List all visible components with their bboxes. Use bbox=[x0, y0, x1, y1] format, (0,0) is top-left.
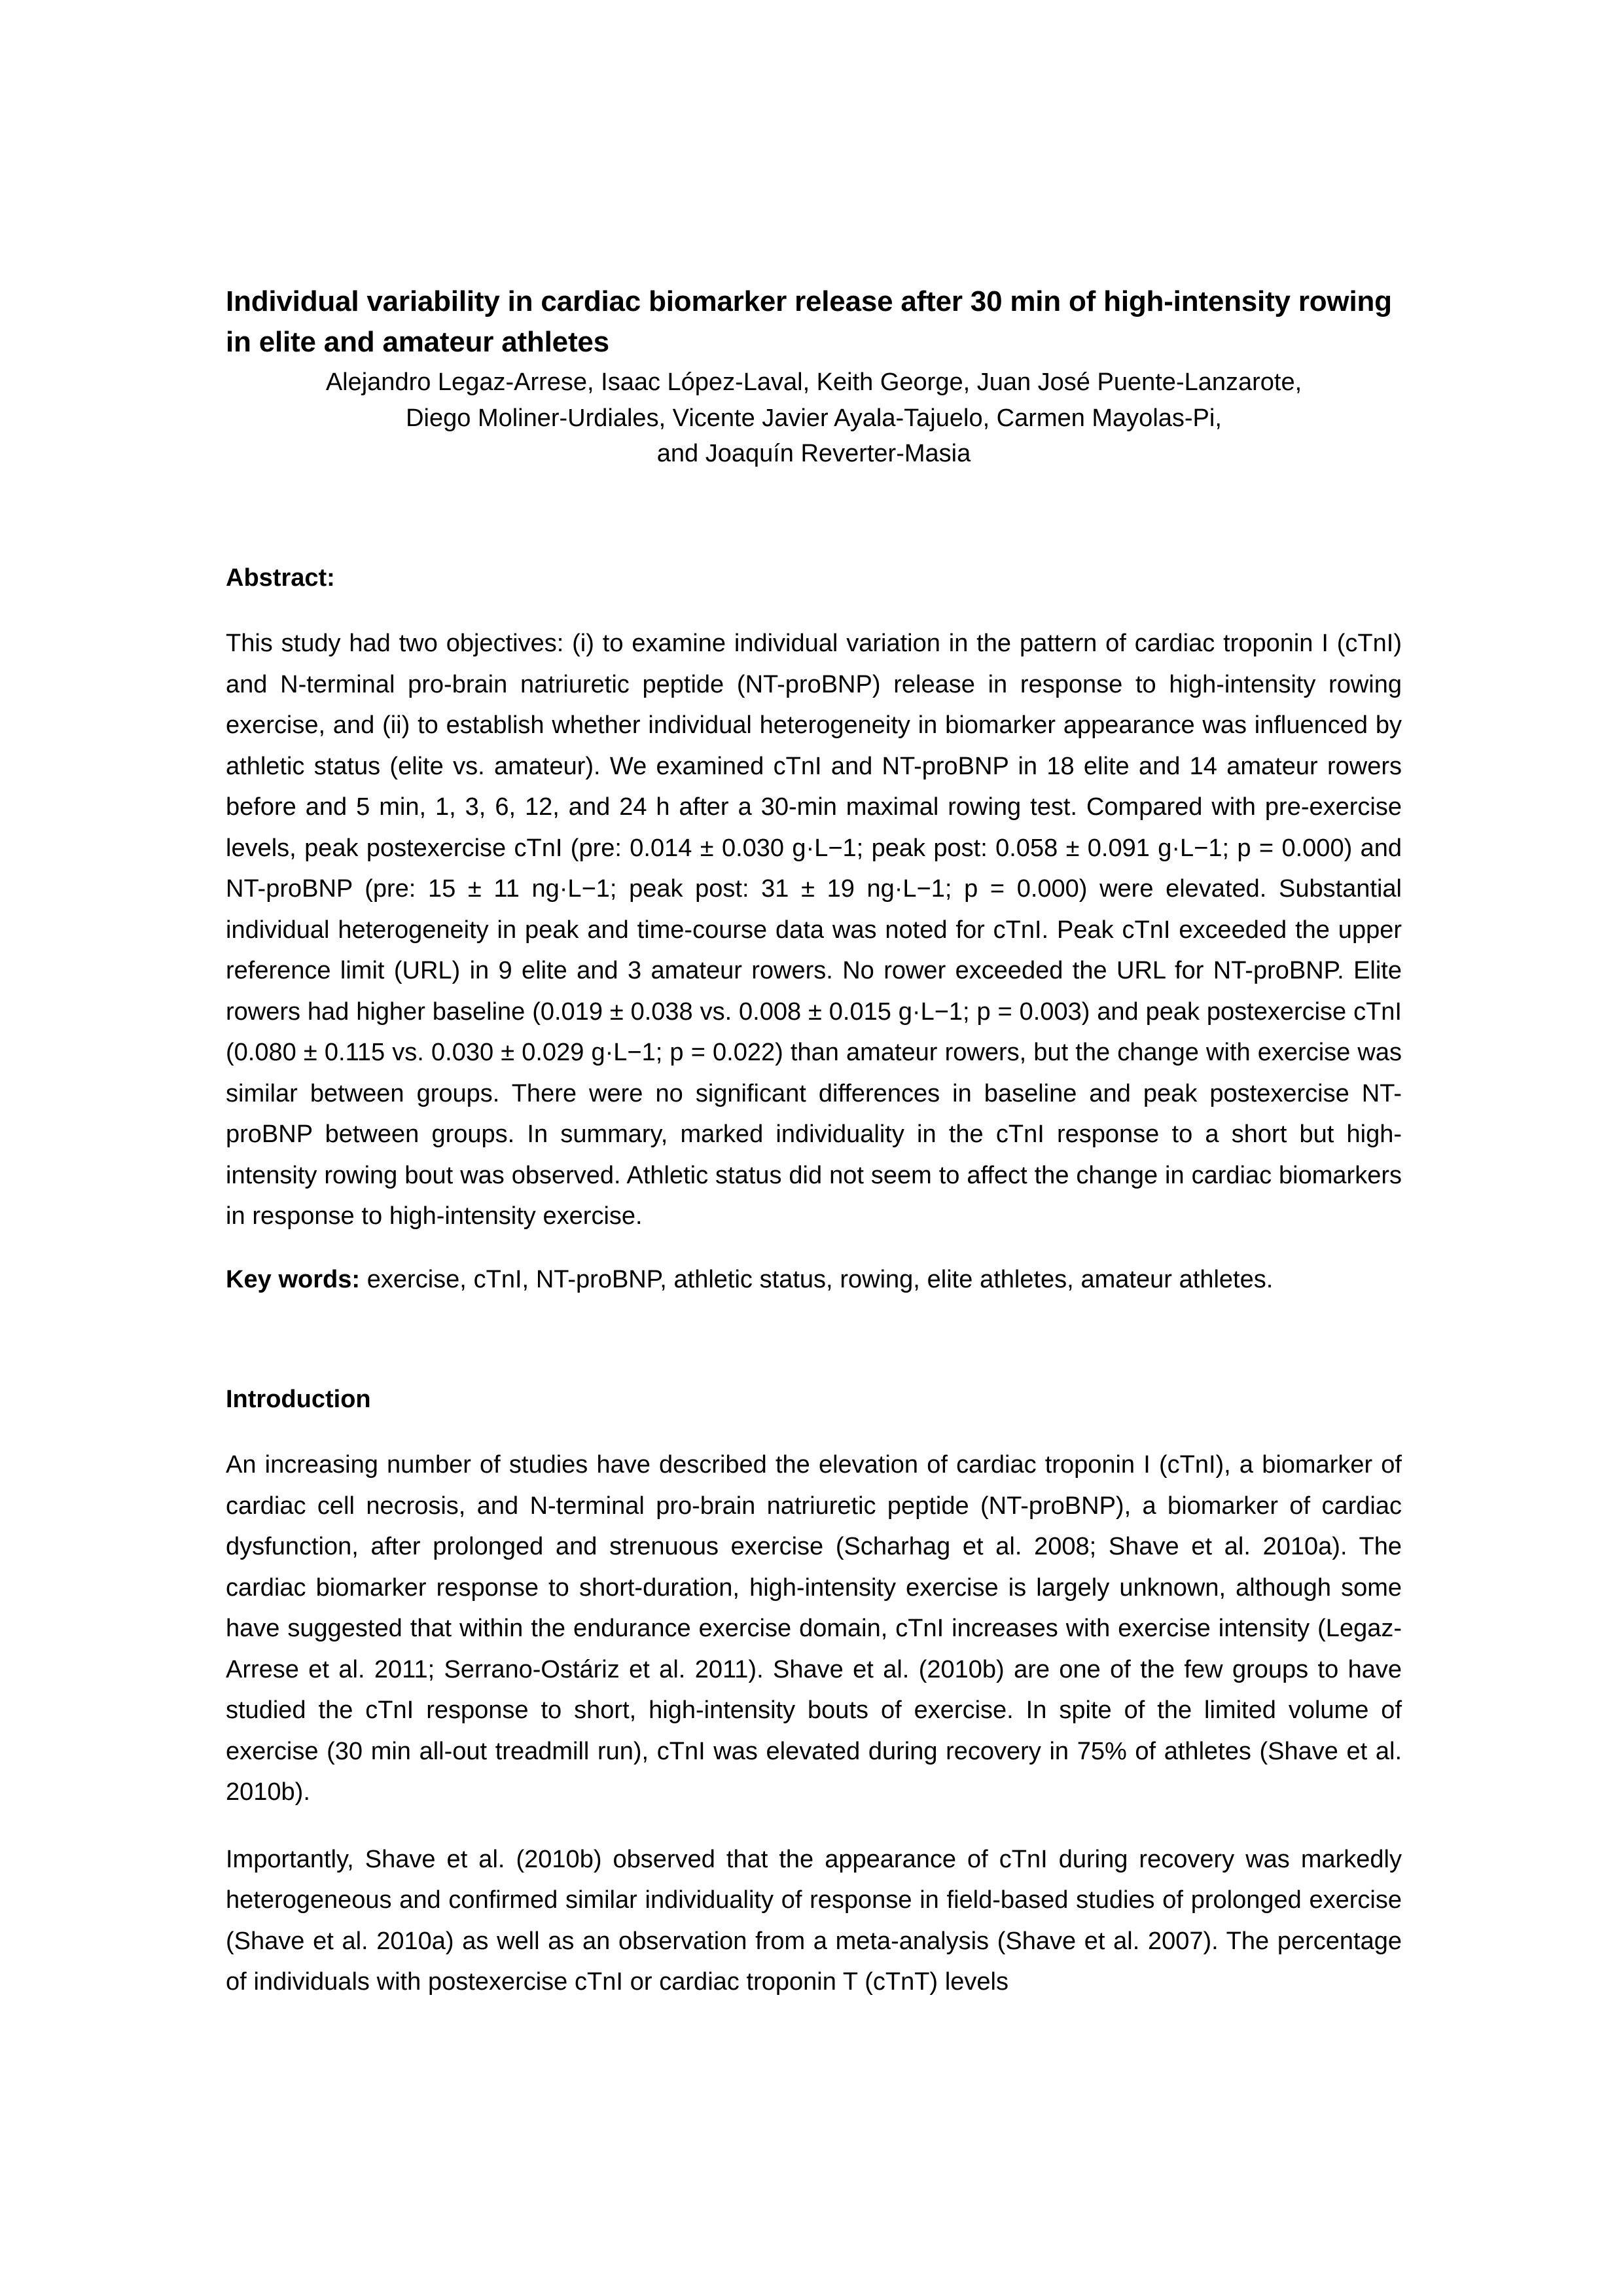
author-list bbox=[226, 365, 1402, 472]
page-title: Individual variability in cardiac biomarker release after 30 min of high-intensity rowing in elite and amateur athletes bbox=[226, 285, 1392, 359]
keywords-label: Key words: bbox=[226, 1265, 361, 1293]
keywords-text: exercise, cTnI, NT-proBNP, athletic status, rowing, elite athletes, amateur athletes. bbox=[360, 1265, 1274, 1293]
document-content bbox=[226, 281, 1402, 2003]
section-heading-introduction: Introduction bbox=[226, 1386, 371, 1414]
author-line: Alejandro Legaz-Arrese, Isaac López-Laval, Keith George, Juan José Puente-Lanzarote, bbox=[325, 368, 1302, 396]
introduction-paragraph-1: An increasing number of studies have described the elevation of cardiac troponin I (cTnI), a biomarker of cardiac cell necrosis, and N-terminal pro-brain natriuretic peptide (NT-proBNP), a biomarker of cardiac dysfunction, after prolonged and strenuous exercise (Scharhag et al. 2008; Shave et al. 2010a). The cardiac biomarker response to short-duration, high-intensity exercise is largely unknown, although some have suggested that within the endurance exercise domain, cTnI increases with exercise intensity (Legaz-Arrese et al. 2011; Serrano-Ostáriz et al. 2011). Shave et al. (2010b) are one of the few groups to have studied the cTnI response to short, high-intensity bouts of exercise. In spite of the limited volume of exercise (30 min all-out treadmill run), cTnI was elevated during recovery in 75% of athletes (Shave et al. 2010b). bbox=[226, 1451, 1402, 1806]
abstract-label: Abstract: bbox=[226, 564, 335, 592]
author-line: and Joaquín Reverter-Masia bbox=[656, 440, 971, 468]
keywords-line bbox=[226, 1237, 1402, 1300]
abstract-text: This study had two objectives: (i) to examine individual variation in the pattern of cardiac troponin I (cTnI) and N-terminal pro-brain natriuretic peptide (NT-proBNP) release in response to high-intensity rowing exercise, and (ii) to establish whether individual heterogeneity in biomarker appearance was influenced by athletic status (elite vs. amateur). We examined cTnI and NT-proBNP in 18 elite and 14 amateur rowers before and 5 min, 1, 3, 6, 12, and 24 h after a 30-min maximal rowing test. Compared with pre-exercise levels, peak postexercise cTnI (pre: 0.014 ± 0.030 g·L−1; peak post: 0.058 ± 0.091 g·L−1; p = 0.000) and NT-proBNP (pre: 15 ± 11 ng·L−1; peak post: 31 ± 19 ng·L−1; p = 0.000) were elevated. Substantial individual heterogeneity in peak and time-course data was noted for cTnI. Peak cTnI exceeded the upper reference limit (URL) in 9 elite and 3 amateur rowers. No rower exceeded the URL for NT-proBNP. Elite rowers had higher baseline (0.019 ± 0.038 vs. 0.008 ± 0.015 g·L−1; p = 0.003) and peak postexercise cTnI (0.080 ± 0.115 vs. 0.030 ± 0.029 g·L−1; p = 0.022) than amateur rowers, but the change with exercise was similar between groups. There were no significant differences in baseline and peak postexercise NT-proBNP between groups. In summary, marked individuality in the cTnI response to a short but high-intensity rowing bout was observed. Athletic status did not seem to affect the change in cardiac biomarkers in response to high-intensity exercise. bbox=[226, 630, 1402, 1230]
author-line: Diego Moliner-Urdiales, Vicente Javier Ayala-Tajuelo, Carmen Mayolas-Pi, bbox=[406, 404, 1222, 432]
introduction-paragraph-2: Importantly, Shave et al. (2010b) observed that the appearance of cTnI during recovery was markedly heterogeneous and confirmed similar individuality of response in field-based studies of prolonged exercise (Shave et al. 2010a) as well as an observation from a meta-analysis (Shave et al. 2007). The percentage of individuals with postexercise cTnI or cardiac troponin T (cTnT) levels bbox=[226, 1845, 1402, 1996]
